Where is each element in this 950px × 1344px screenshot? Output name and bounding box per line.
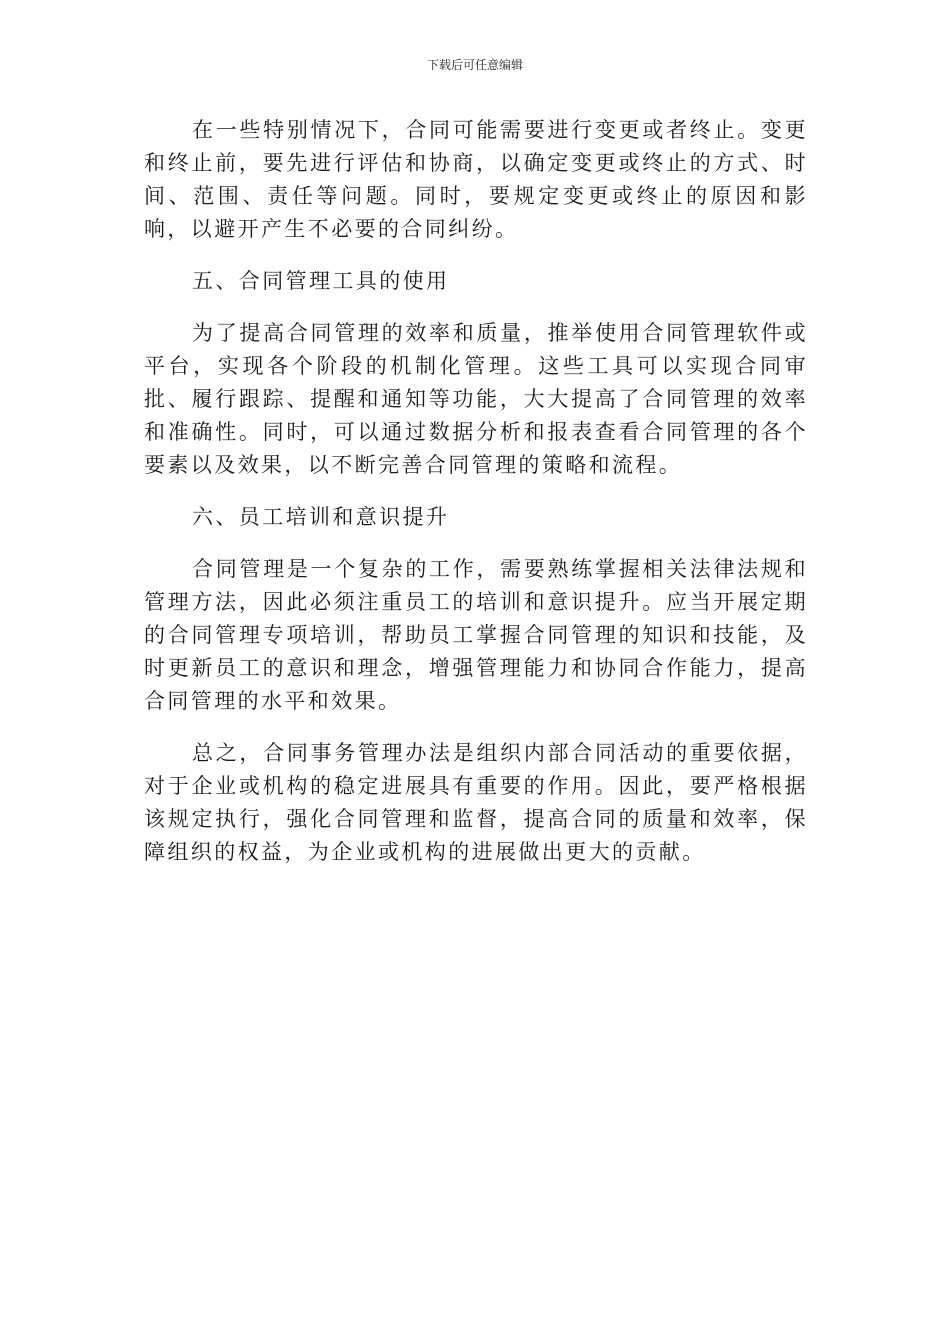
document-body: [144, 114, 808, 888]
page-header: 下载后可任意编辑: [426, 58, 523, 72]
paragraph-employee-training: 合同管理是一个复杂的工作，需要熟练掌握相关法律法规和管理方法，因此必须注重员工的培训和意识提升。应当开展定期的合同管理专项培训，帮助员工掌握合同管理的知识和技能，及时更新员工的意识和理念，增强管理能力和协同合作能力，提高合同管理的水平和效果。: [144, 557, 808, 713]
paragraph-contract-tools: 为了提高合同管理的效率和质量，推举使用合同管理软件或平台，实现各个阶段的机制化管理。这些工具可以实现合同审批、履行跟踪、提醒和通知等功能，大大提高了合同管理的效率和准确性。同时，可以通过数据分析和报表查看合同管理的各个要素以及效果，以不断完善合同管理的策略和流程。: [144, 321, 808, 477]
paragraph-contract-change: 在一些特别情况下，合同可能需要进行变更或者终止。变更和终止前，要先进行评估和协商，以确定变更或终止的方式、时间、范围、责任等问题。同时，要规定变更或终止的原因和影响，以避开产生不必要的合同纠纷。: [144, 118, 808, 241]
paragraph-conclusion: 总之，合同事务管理办法是组织内部合同活动的重要依据，对于企业或机构的稳定进展具有重要的作用。因此，要严格根据该规定执行，强化合同管理和监督，提高合同的质量和效率，保障组织的权益，为企业或机构的进展做出更大的贡献。: [144, 741, 808, 864]
section-heading-training: 六、员工培训和意识提升: [192, 505, 450, 529]
section-heading-tools: 五、合同管理工具的使用: [192, 269, 450, 293]
